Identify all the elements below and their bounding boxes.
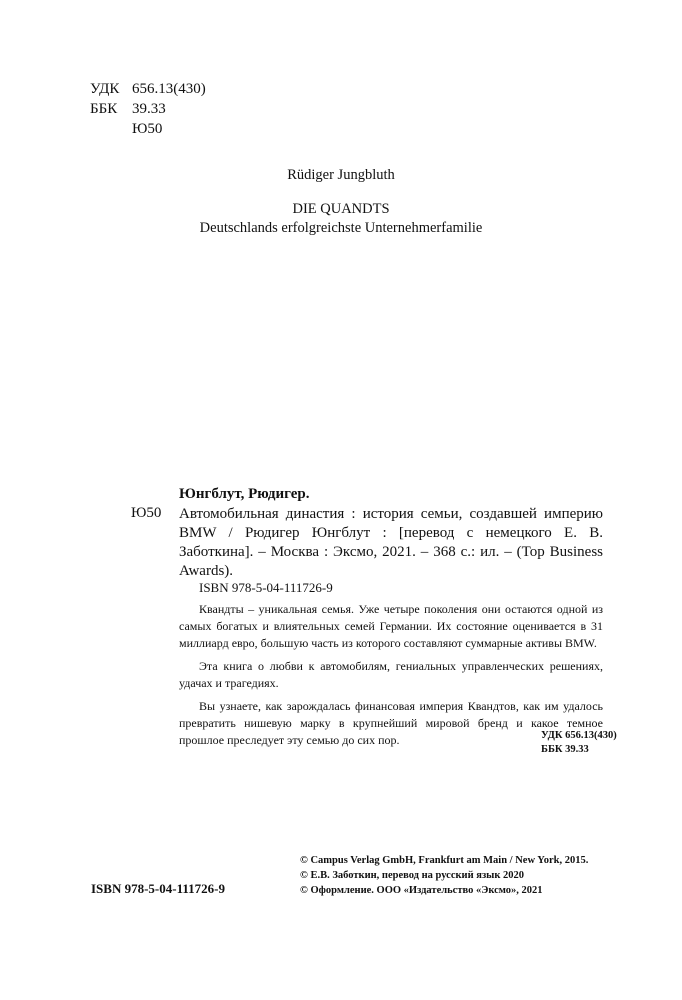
- copyright-line-2: © Е.В. Заботкин, перевод на русский язык 2020: [300, 870, 525, 881]
- original-subtitle: Deutschlands erfolgreichste Unternehmerfamilie: [199, 220, 483, 236]
- isbn-main: ISBN 978-5-04-111726-9: [91, 881, 225, 896]
- author-mark-row: [90, 119, 206, 139]
- annotation-paragraph-3: Вы узнаете, как зарождалась финансовая империя Квандтов, как им удалось превратить нишевую марку в крупнейший мировой бренд и какое темное прошлое преследует эту семью до сих пор.: [179, 699, 603, 747]
- udk-bottom: УДК 656.13(430): [541, 730, 617, 741]
- original-title: DIE QUANDTS: [292, 201, 390, 217]
- udk-row: [90, 79, 206, 99]
- copyright-block: [300, 853, 588, 898]
- catalog-description: Автомобильная династия : история семьи, создавшей империю BMW / Рюдигер Юнгблут : [перевод с немецкого Е. В. Заботкина]. – Москва : Эксмо, 2021. – 368 с.: ил. – (Top Business Awards).: [179, 506, 603, 579]
- author-mark-top: Ю50: [132, 121, 163, 137]
- original-author: Rüdiger Jungbluth: [287, 167, 395, 183]
- copyright-line-1: © Campus Verlag GmbH, Frankfurt am Main / New York, 2015.: [300, 855, 589, 866]
- classification-block-top: [90, 79, 206, 139]
- bbk-bottom: ББК 39.33: [541, 744, 589, 755]
- annotation: [179, 601, 603, 749]
- bbk-label: ББК: [90, 101, 118, 117]
- classification-block-bottom: [541, 729, 617, 757]
- annotation-paragraph-1: Квандты – уникальная семья. Уже четыре поколения они остаются одной из самых богатых и влиятельных семей Германии. Их состояние оценивается в 31 миллиард евро, большую часть из которого составляют суммарные активы BMW.: [179, 602, 603, 650]
- copyright-line-3: © Оформление. ООО «Издательство «Эксмо», 2021: [300, 885, 543, 896]
- catalog-author-heading: Юнгблут, Рюдигер.: [179, 486, 310, 502]
- catalog-author-mark: Ю50: [131, 505, 162, 521]
- annotation-paragraph-2: Эта книга о любви к автомобилям, гениальных управленческих решениях, удачах и трагедиях.: [179, 659, 603, 690]
- catalog-isbn: ISBN 978-5-04-111726-9: [199, 580, 333, 595]
- udk-label: УДК: [90, 81, 120, 97]
- bbk-value: 39.33: [132, 101, 166, 117]
- udk-value: 656.13(430): [132, 81, 206, 97]
- bbk-row: [90, 99, 206, 119]
